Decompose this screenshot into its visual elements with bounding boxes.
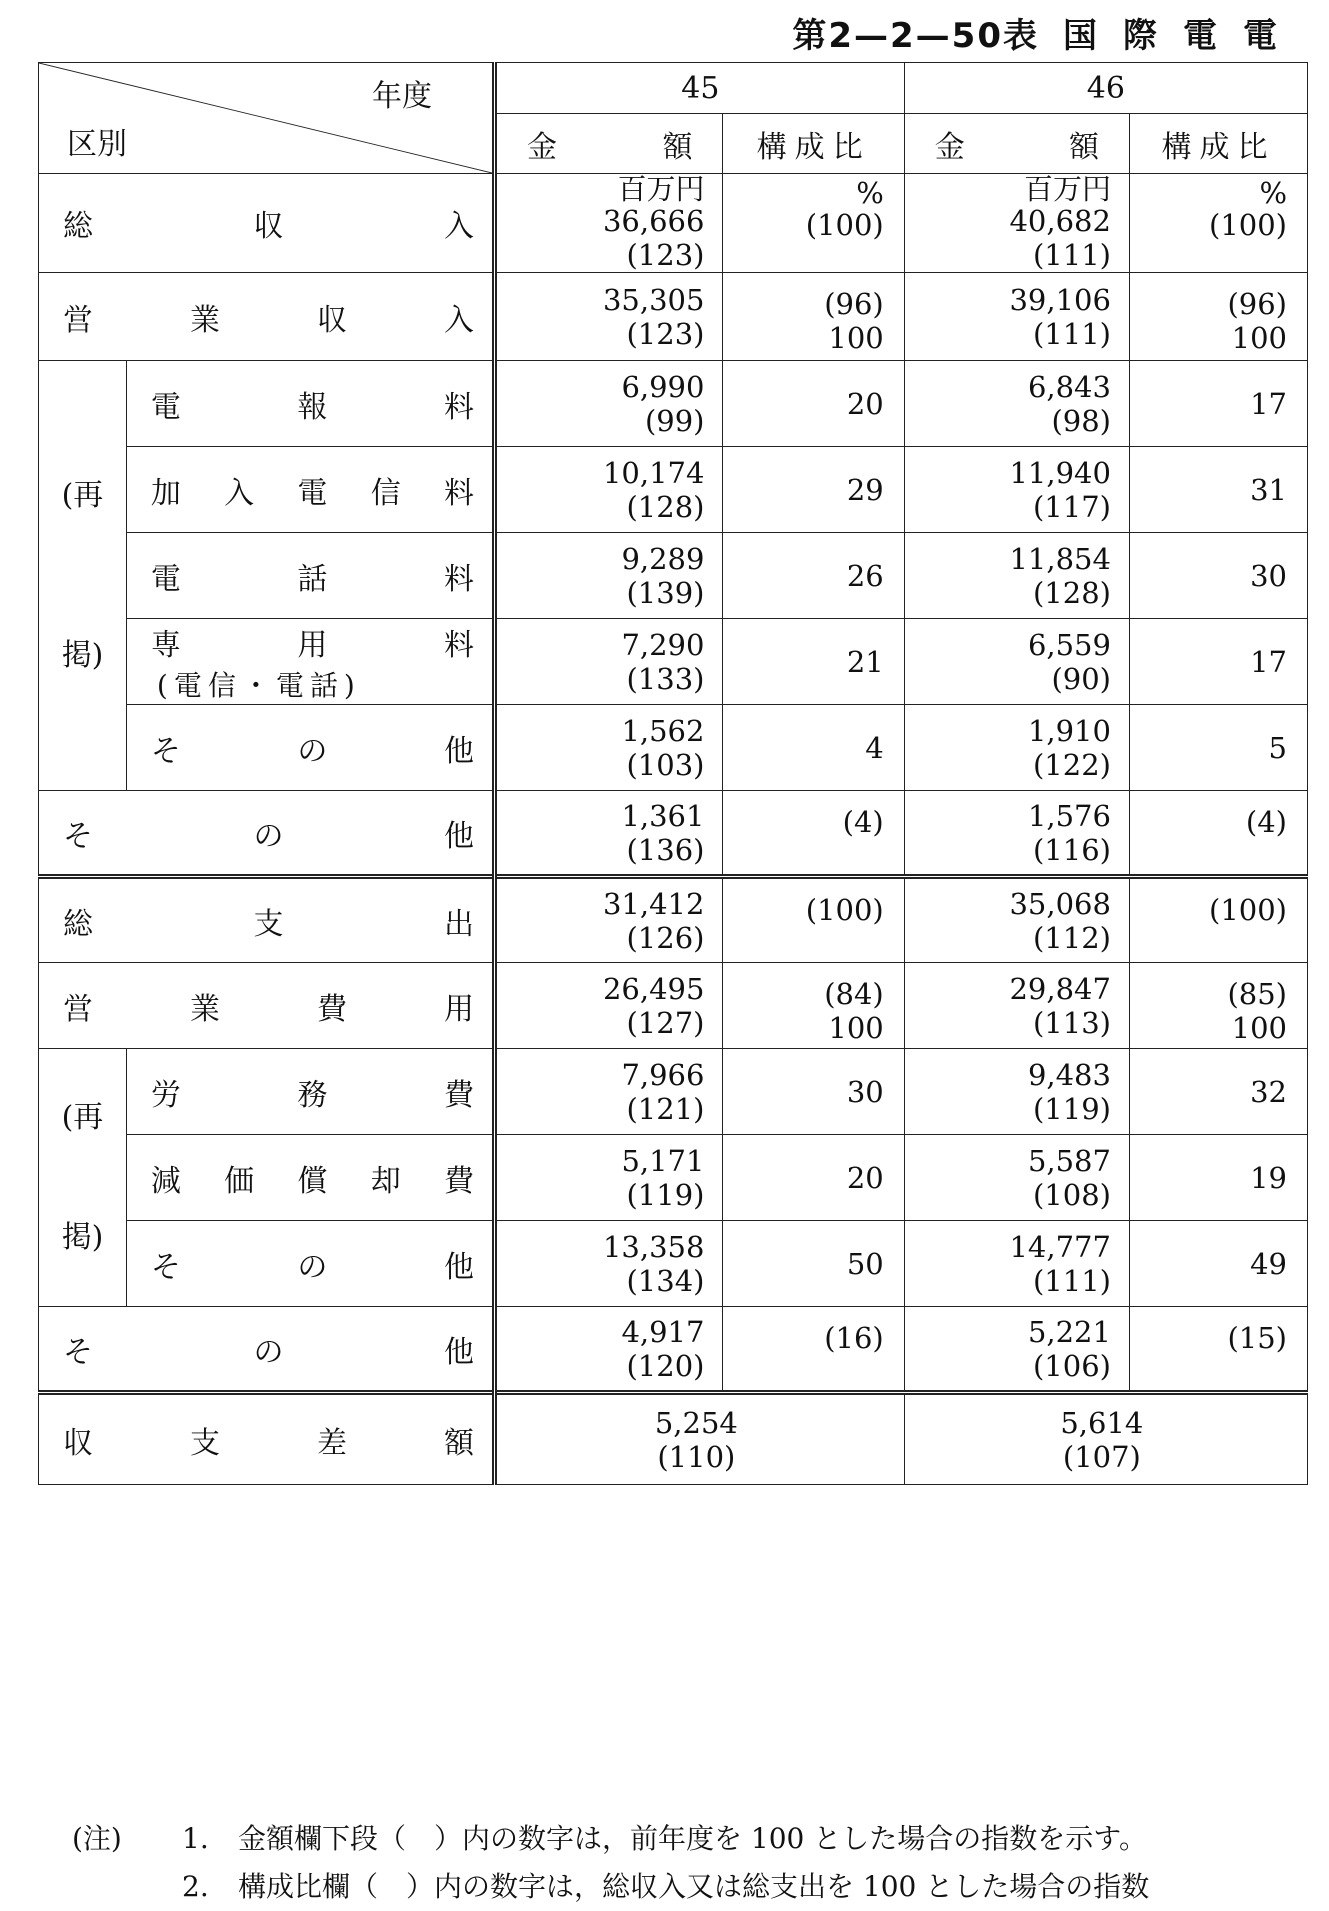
amount-46: 14,777 (111) — [904, 1221, 1129, 1307]
table-row — [39, 533, 1308, 619]
amount-45: 35,305 (123) — [494, 273, 723, 361]
ratio-45: (100) — [723, 877, 904, 963]
amount-46: 6,559 (90) — [904, 619, 1129, 705]
table-row — [39, 1307, 1308, 1393]
ratio-46: 32 — [1129, 1049, 1307, 1135]
depreciation-label: 減 価 償 却 費 — [126, 1135, 494, 1221]
amount-45: 13,358 (134) — [494, 1221, 723, 1307]
ratio-45: 20 — [723, 1135, 904, 1221]
table-row — [39, 619, 1308, 705]
note-number: 2. — [182, 1870, 209, 1903]
ratio-46: 5 — [1129, 705, 1307, 791]
ratio-46: (85) 100 — [1129, 963, 1307, 1049]
telegram-fee-label: 電 報 料 — [126, 361, 494, 447]
table-title: 第2—2—50表 国 際 電 電 — [792, 16, 1279, 56]
finance-table — [38, 62, 1308, 1485]
amount-46: 5,587 (108) — [904, 1135, 1129, 1221]
amount-46: 9,483 (119) — [904, 1049, 1129, 1135]
ratio-45: (4) — [723, 791, 904, 877]
section-reprint: (再 掲) — [39, 361, 127, 791]
expense-detail-other-label: そ の 他 — [126, 1221, 494, 1307]
telex-fee-label: 加 入 電 信 料 — [126, 447, 494, 533]
table-row — [39, 361, 1308, 447]
ratio-45: (16) — [723, 1307, 904, 1393]
ratio-header-46: 構成比 — [1129, 114, 1307, 174]
category-label: 区別 — [67, 127, 127, 162]
note-number: 1. — [182, 1822, 209, 1855]
ratio-header-45: 構成比 — [723, 114, 904, 174]
table-row — [39, 791, 1308, 877]
amount-45: 1,361 (136) — [494, 791, 723, 877]
ratio-46: 19 — [1129, 1135, 1307, 1221]
total-expense-label: 総 支 出 — [39, 877, 495, 963]
amount-46: 6,843 (98) — [904, 361, 1129, 447]
table-row — [39, 1049, 1308, 1135]
amount-46: 29,847 (113) — [904, 963, 1129, 1049]
ratio-45: % (100) — [723, 174, 904, 273]
operating-expense-label: 営 業 費 用 — [39, 963, 495, 1049]
amount-45: 1,562 (103) — [494, 705, 723, 791]
ratio-46: (96) 100 — [1129, 273, 1307, 361]
amount-45: 百万円 36,666 (123) — [494, 174, 723, 273]
ratio-46: 31 — [1129, 447, 1307, 533]
table-row — [39, 1221, 1308, 1307]
amount-header-46: 金 額 — [904, 114, 1129, 174]
notes-head: (注) — [72, 1822, 122, 1855]
amount-46: 1,576 (116) — [904, 791, 1129, 877]
table-row — [39, 174, 1308, 273]
amount-45: 7,290 (133) — [494, 619, 723, 705]
year-46-header: 46 — [904, 63, 1307, 114]
balance-46: 5,614 (107) — [904, 1393, 1307, 1485]
ratio-45: (96) 100 — [723, 273, 904, 361]
year-label: 年度 — [371, 79, 432, 114]
amount-46: 11,940 (117) — [904, 447, 1129, 533]
ratio-46: 17 — [1129, 361, 1307, 447]
ratio-45: 50 — [723, 1221, 904, 1307]
amount-45: 6,990 (99) — [494, 361, 723, 447]
ratio-46: 17 — [1129, 619, 1307, 705]
operating-income-label: 営 業 収 入 — [39, 273, 495, 361]
amount-45: 7,966 (121) — [494, 1049, 723, 1135]
section-reprint: (再 掲) — [39, 1049, 127, 1307]
telephone-fee-label: 電 話 料 — [126, 533, 494, 619]
ratio-46: 49 — [1129, 1221, 1307, 1307]
total-income-label: 総 収 入 — [39, 174, 495, 273]
amount-46: 11,854 (128) — [904, 533, 1129, 619]
labor-cost-label: 労 務 費 — [126, 1049, 494, 1135]
ratio-46: (100) — [1129, 877, 1307, 963]
amount-45: 31,412 (126) — [494, 877, 723, 963]
table-row — [39, 1135, 1308, 1221]
amount-46: 1,910 (122) — [904, 705, 1129, 791]
amount-45: 26,495 (127) — [494, 963, 723, 1049]
notes — [72, 1815, 1149, 1911]
ratio-46: (15) — [1129, 1307, 1307, 1393]
ratio-45: 4 — [723, 705, 904, 791]
table-row — [39, 963, 1308, 1049]
income-detail-other-label: そ の 他 — [126, 705, 494, 791]
year-45-header: 45 — [494, 63, 904, 114]
amount-45: 9,289 (139) — [494, 533, 723, 619]
amount-45: 4,917 (120) — [494, 1307, 723, 1393]
amount-45: 5,171 (119) — [494, 1135, 723, 1221]
other-income-label: そ の 他 — [39, 791, 495, 877]
header-corner — [39, 63, 495, 174]
amount-45: 10,174 (128) — [494, 447, 723, 533]
table-row — [39, 1393, 1308, 1485]
other-expense-label: そ の 他 — [39, 1307, 495, 1393]
ratio-45: (84) 100 — [723, 963, 904, 1049]
note-text: 構成比欄（ ）内の数字は，総収入又は総支出を 100 とした場合の指数 — [238, 1870, 1150, 1903]
ratio-46: % (100) — [1129, 174, 1307, 273]
table-row — [39, 447, 1308, 533]
table-row — [39, 877, 1308, 963]
ratio-46: 30 — [1129, 533, 1307, 619]
amount-46: 35,068 (112) — [904, 877, 1129, 963]
amount-46: 百万円 40,682 (111) — [904, 174, 1129, 273]
balance-label: 収 支 差 額 — [39, 1393, 495, 1485]
table-row — [39, 273, 1308, 361]
amount-46: 5,221 (106) — [904, 1307, 1129, 1393]
leased-line-fee-label: 専 用 料 (電信・電話) — [126, 619, 494, 705]
balance-45: 5,254 (110) — [494, 1393, 904, 1485]
amount-46: 39,106 (111) — [904, 273, 1129, 361]
ratio-45: 21 — [723, 619, 904, 705]
ratio-45: 29 — [723, 447, 904, 533]
amount-header-45: 金 額 — [494, 114, 723, 174]
table-row — [39, 705, 1308, 791]
ratio-45: 20 — [723, 361, 904, 447]
ratio-45: 30 — [723, 1049, 904, 1135]
note-text: 金額欄下段（ ）内の数字は，前年度を 100 とした場合の指数を示す。 — [238, 1822, 1148, 1855]
ratio-46: (4) — [1129, 791, 1307, 877]
ratio-45: 26 — [723, 533, 904, 619]
